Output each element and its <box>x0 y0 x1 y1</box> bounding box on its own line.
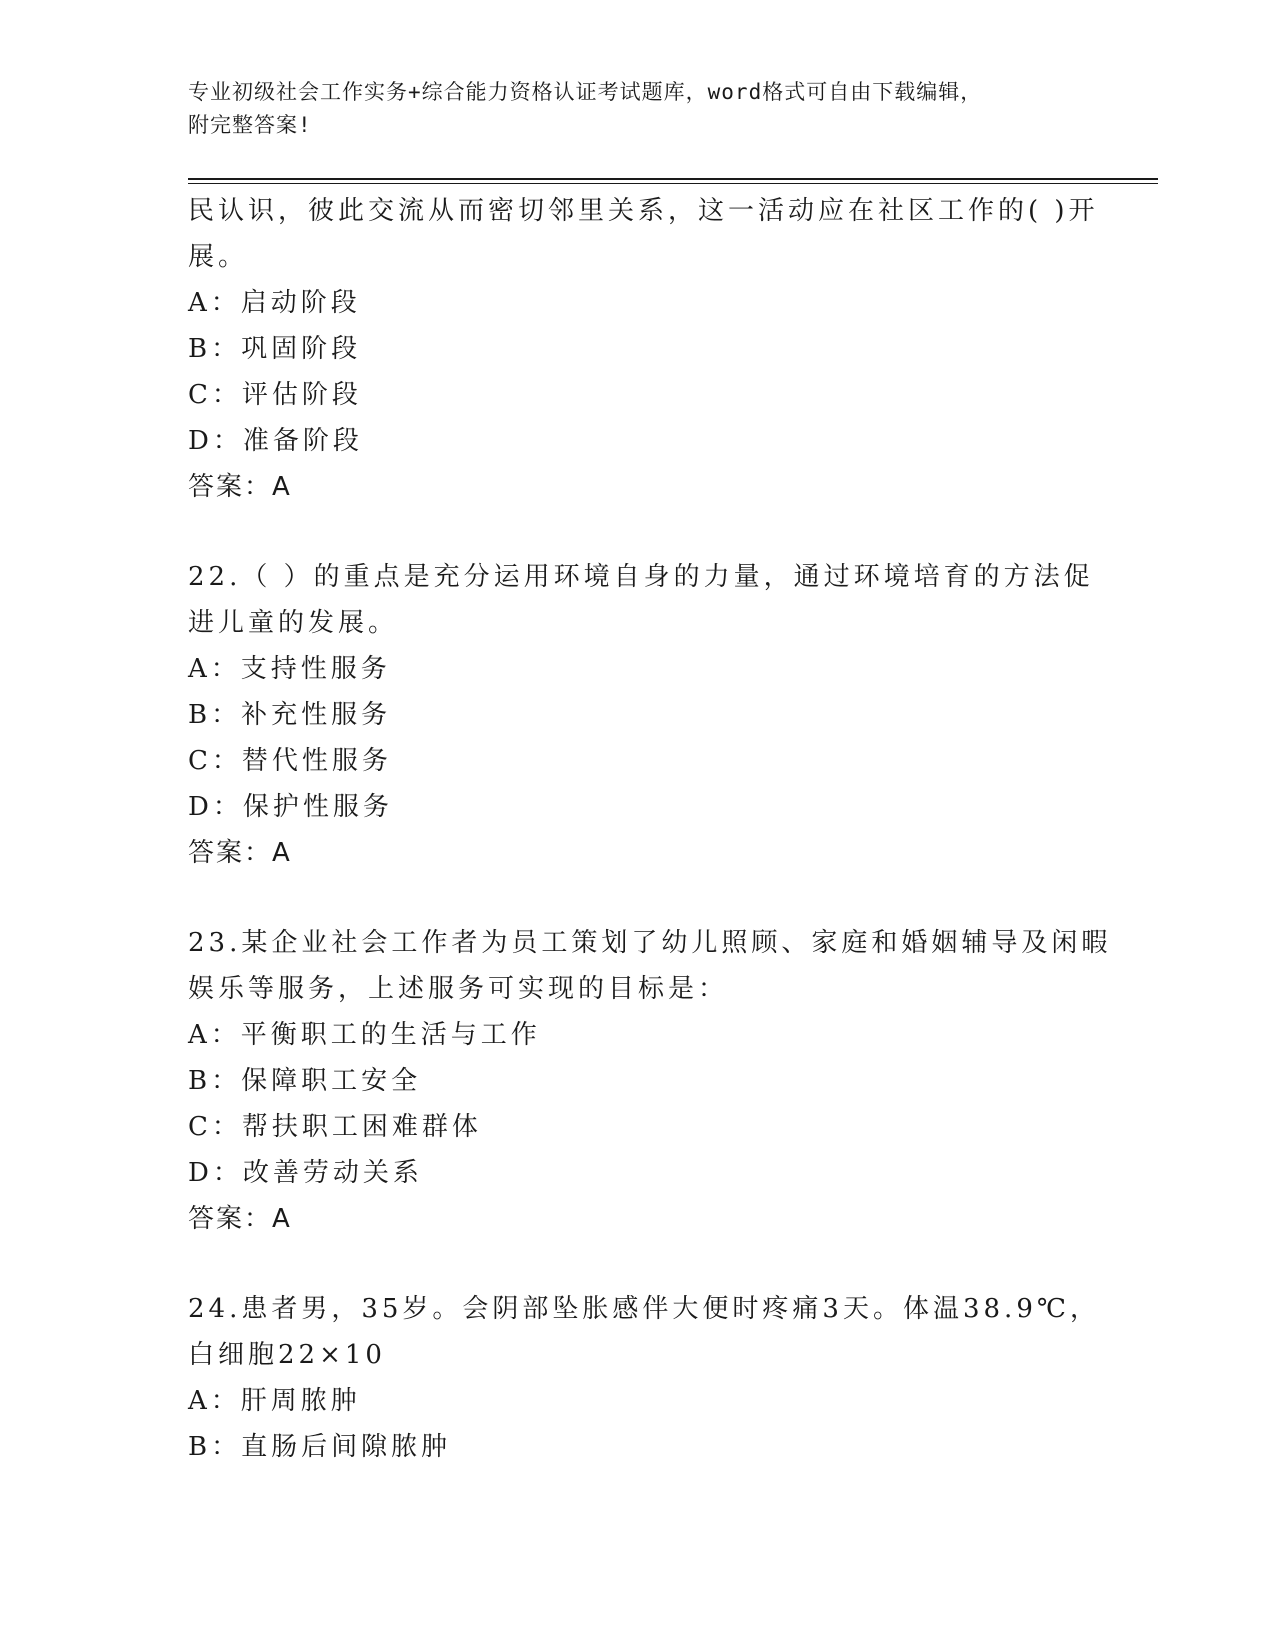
option-b: B：保障职工安全 <box>188 1066 422 1096</box>
option-c: C：评估阶段 <box>188 380 362 410</box>
question-stem-line: 展。 <box>188 242 249 272</box>
option-b: B：补充性服务 <box>188 700 392 730</box>
question-stem-line: 娱乐等服务，上述服务可实现的目标是： <box>188 974 729 1004</box>
option-a: A：启动阶段 <box>188 288 361 318</box>
spacer <box>188 510 1088 554</box>
option-b: B：巩固阶段 <box>188 334 362 364</box>
question-stem-line: 23.某企业社会工作者为员工策划了幼儿照顾、家庭和婚姻辅导及闲暇 <box>188 928 1112 958</box>
header-rule-thick <box>188 178 1158 180</box>
spacer <box>188 876 1088 920</box>
question-list <box>188 188 1112 1470</box>
option-c: C：帮扶职工困难群体 <box>188 1112 482 1142</box>
question-21 <box>188 188 1099 510</box>
question-stem-line: 24.患者男，35岁。会阴部坠胀感伴大便时疼痛3天。体温38.9℃， <box>188 1294 1100 1324</box>
option-b: B：直肠后间隙脓肿 <box>188 1432 452 1462</box>
question-stem-line: 白细胞22×10 <box>188 1340 386 1370</box>
option-d: D：准备阶段 <box>188 426 363 456</box>
header-line-2: 附完整答案! <box>188 113 312 137</box>
question-stem-line: 进儿童的发展。 <box>188 608 399 638</box>
answer-line: 答案：A <box>188 1204 292 1234</box>
option-d: D：改善劳动关系 <box>188 1158 423 1188</box>
question-22 <box>188 554 1094 876</box>
document-header <box>188 76 1088 142</box>
answer-line: 答案：A <box>188 838 292 868</box>
question-stem-line: 民认识，彼此交流从而密切邻里关系，这一活动应在社区工作的( )开 <box>188 196 1099 226</box>
question-23 <box>188 920 1112 1242</box>
question-stem-line: 22.（ ）的重点是充分运用环境自身的力量，通过环境培育的方法促 <box>188 562 1094 592</box>
option-d: D：保护性服务 <box>188 792 393 822</box>
option-a: A：平衡职工的生活与工作 <box>188 1020 541 1050</box>
header-rule-thin <box>188 183 1158 184</box>
spacer <box>188 1242 1088 1286</box>
answer-line: 答案：A <box>188 472 292 502</box>
question-24 <box>188 1286 1100 1470</box>
option-a: A：支持性服务 <box>188 654 391 684</box>
header-line-1: 专业初级社会工作实务+综合能力资格认证考试题库，word格式可自由下载编辑， <box>188 80 983 104</box>
option-a: A：肝周脓肿 <box>188 1386 361 1416</box>
option-c: C：替代性服务 <box>188 746 392 776</box>
